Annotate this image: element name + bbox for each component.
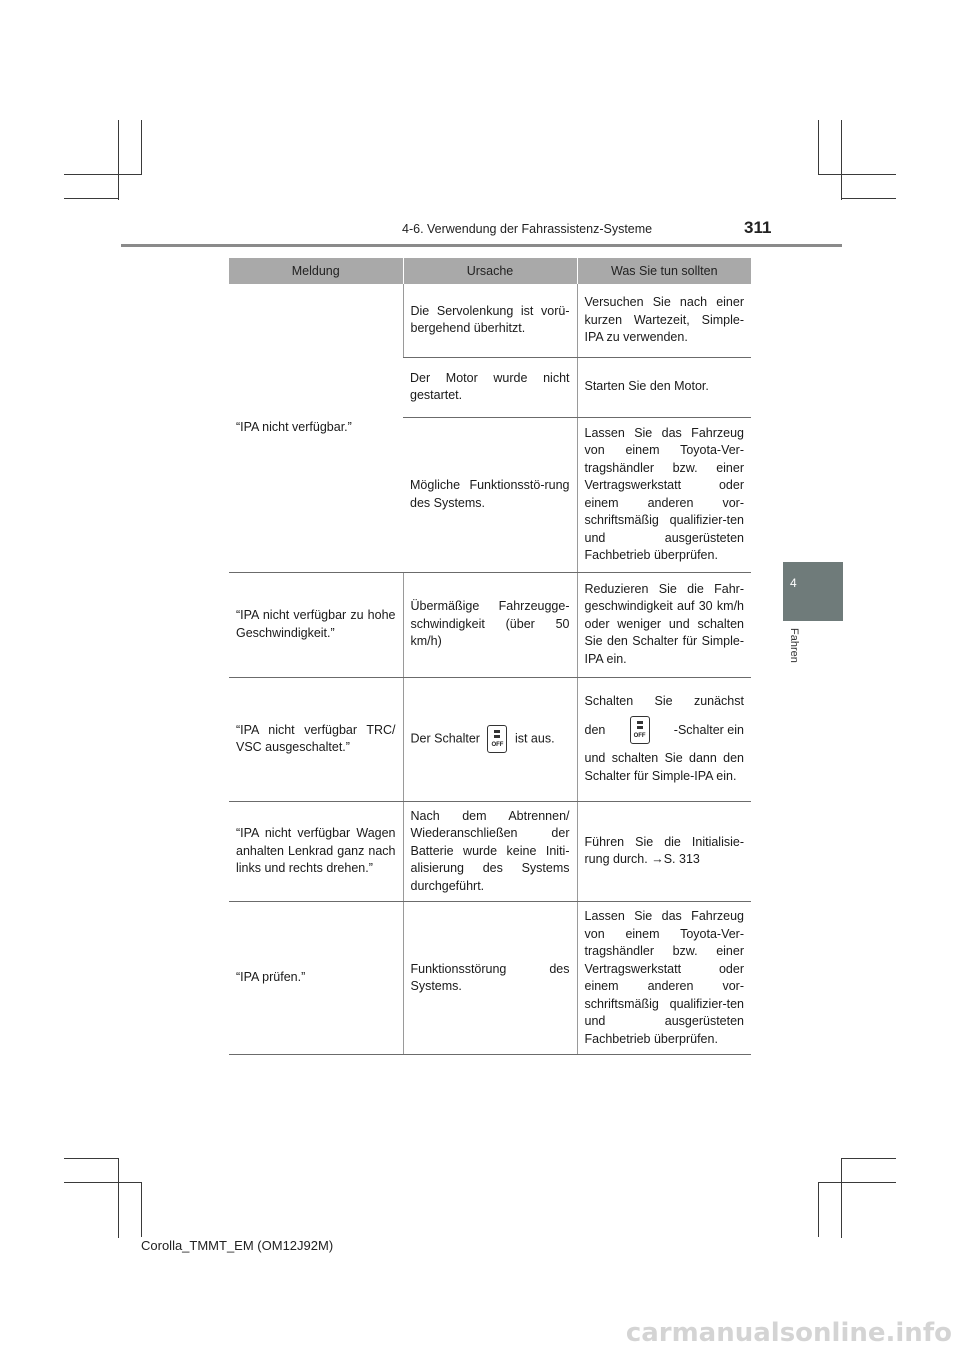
cause-cell: Mögliche Funktionsstö-rung des Systems. <box>403 417 577 572</box>
table-row <box>229 801 751 902</box>
message-cell: “IPA nicht verfügbar.” <box>229 284 403 572</box>
crop-mark <box>64 174 142 175</box>
section-title: 4-6. Verwendung der Fahrassistenz-Systeme <box>402 222 653 236</box>
crop-mark <box>818 120 819 175</box>
column-header-action: Was Sie tun sollten <box>577 258 751 284</box>
crop-mark <box>141 120 142 175</box>
table-row <box>229 572 751 677</box>
cause-cell <box>403 677 577 801</box>
crop-mark <box>64 1182 142 1183</box>
action-cell: Reduzieren Sie die Fahr-geschwindigkeit auf 30 km/h oder weniger und schalten Sie den Schalter für Simple-IPA ein. <box>577 572 751 677</box>
crop-mark <box>818 1182 896 1183</box>
action-cell: Lassen Sie das Fahrzeug von einem Toyota-Ver-tragshändler bzw. einer Vertragswerkstatt oder einem anderen vor-schriftsmäßig qualifizier-ten und ausgerüsteten Fachbetrieb überprüfen. <box>577 902 751 1055</box>
crop-mark <box>818 1182 819 1237</box>
crop-mark <box>818 174 896 175</box>
crop-mark <box>64 1158 119 1159</box>
cause-cell: Funktionsstörung des Systems. <box>403 902 577 1055</box>
table-header-row <box>229 258 751 284</box>
page-number: 311 <box>744 218 772 237</box>
crop-mark <box>841 198 896 199</box>
message-table <box>229 258 751 1055</box>
vsc-off-switch-icon: OFF <box>487 725 507 753</box>
cause-text-before: Der Schalter <box>410 731 480 746</box>
crop-mark <box>64 198 119 199</box>
cause-text-after: ist aus. <box>514 731 555 746</box>
message-cell: “IPA nicht verfügbar TRC/ VSC ausgeschaltet.” <box>229 677 403 801</box>
column-header-message: Meldung <box>229 258 403 284</box>
action-cell: Versuchen Sie nach einer kurzen Wartezeit, Simple-IPA zu verwenden. <box>577 284 751 357</box>
action-line: Schalten Sie zunächst <box>584 693 744 708</box>
cause-cell: Nach dem Abtrennen/ Wiederanschließen der Batterie wurde keine Initi-alisierung des Systems durchgeführt. <box>403 801 577 902</box>
table-row <box>229 284 751 357</box>
action-cell: Lassen Sie das Fahrzeug von einem Toyota-Ver-tragshändler bzw. einer Vertragswerkstatt oder einem anderen vor-schriftsmäßig qualifizier-ten und ausgerüsteten Fachbetrieb überprüfen. <box>577 417 751 572</box>
cause-cell: Übermäßige Fahrzeugge-schwindigkeit (über 50 km/h) <box>403 572 577 677</box>
action-cell: Starten Sie den Motor. <box>577 357 751 417</box>
chapter-tab <box>783 562 843 621</box>
cause-cell: Die Servolenkung ist vorü-bergehend überhitzt. <box>403 284 577 357</box>
action-den: den <box>584 722 606 737</box>
crop-mark <box>118 1158 119 1238</box>
header-divider <box>121 244 842 247</box>
chapter-label <box>786 628 802 672</box>
crop-mark <box>118 120 119 200</box>
action-after-icon: -Schalter ein <box>673 722 744 737</box>
action-cell: Führen Sie die Initialisie-rung durch. →S. 313 <box>577 801 751 902</box>
document-id: Corolla_TMMT_EM (OM12J92M) <box>141 1238 334 1253</box>
vsc-off-switch-icon: OFF <box>630 716 650 744</box>
message-cell: “IPA prüfen.” <box>229 902 403 1055</box>
message-cell: “IPA nicht verfügbar zu hohe Geschwindigkeit.” <box>229 572 403 677</box>
crop-mark <box>841 1158 842 1238</box>
table-row <box>229 677 751 801</box>
table-row <box>229 902 751 1055</box>
chapter-number: 4 <box>790 576 797 590</box>
cause-cell: Der Motor wurde nicht gestartet. <box>403 357 577 417</box>
crop-mark <box>841 120 842 200</box>
action-cell <box>577 677 751 801</box>
crop-mark <box>841 1158 896 1159</box>
crop-mark <box>141 1182 142 1237</box>
watermark-logo: carmanualsonline.info <box>625 1318 952 1348</box>
action-rest: und schalten Sie dann den Schalter für Simple-IPA ein. <box>584 751 744 783</box>
message-cell: “IPA nicht verfügbar Wagen anhalten Lenkrad ganz nach links und rechts drehen.” <box>229 801 403 902</box>
chapter-label-text: Fahren <box>788 628 800 663</box>
column-header-cause: Ursache <box>403 258 577 284</box>
